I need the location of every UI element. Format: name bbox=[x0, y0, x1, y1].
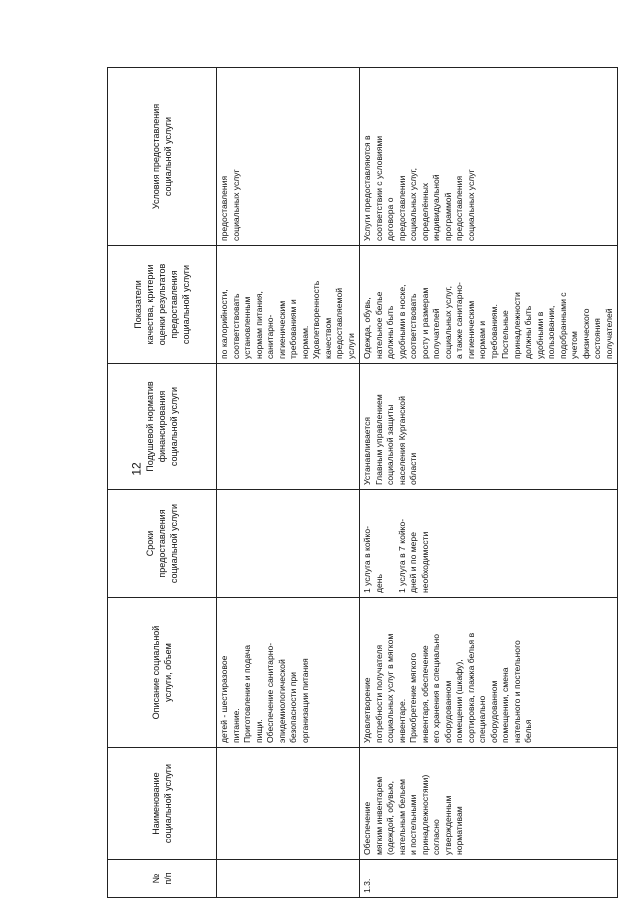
cell-terms bbox=[217, 490, 360, 598]
cell-conditions: предоставления социальных услуг bbox=[217, 68, 360, 246]
table-header-row bbox=[108, 68, 217, 898]
header-terms: Сроки предоставления социальной услуги bbox=[108, 490, 217, 598]
cell-quality: Одежда, обувь, нательное белье должны быть удобными в носке, соответствовать росту и размерам получателей социальных услуг, а также санитарно- гигиеническим нормам и требованиям. Постельные принадлежности должны быть удобными в пользовании, подобранными с учетом физического состояния получателей bbox=[360, 246, 618, 364]
cell-funding-norm bbox=[217, 364, 360, 490]
table-row bbox=[360, 68, 618, 898]
header-description: Описание социальной услуги, объем bbox=[108, 598, 217, 748]
header-funding-norm: Подушевой норматив финансирования социальной услуги bbox=[108, 364, 217, 490]
cell-funding-norm: Устанавливается Главным управлением социальной защиты населения Курганской области bbox=[360, 364, 618, 490]
table-row bbox=[217, 68, 360, 898]
cell-number: 1.3. bbox=[360, 860, 618, 898]
services-table-container bbox=[107, 68, 614, 898]
cell-terms: 1 услуга в койко- день 1 услуга в 7 койко- дней и по мере необходимости bbox=[360, 490, 618, 598]
cell-conditions: Услуги предоставляются в соответствии с условиями договора о предоставлении социальных услуг, определённых индивидуальной программой предоставления социальных услуг bbox=[360, 68, 618, 246]
header-quality: Показатели качества, критерии оценки результатов предоставления социальной услуги bbox=[108, 246, 217, 364]
cell-number bbox=[217, 860, 360, 898]
social-services-table bbox=[107, 67, 618, 898]
header-service-name: Наименование социальной услуги bbox=[108, 748, 217, 860]
cell-service-name: Обеспечение мягким инвентарем (одеждой, обувью, нательным бельем и постельными принадлежностями) согласно утвержденным нормативам bbox=[360, 748, 618, 860]
cell-description: Удовлетворение потребности получателя социальных услуг в мягком инвентаре. Приобретение мягкого инвентаря, обеспечение его хранения в специально оборудованном помещении (шкафу), сортировка, глажка белья в специально оборудованном помещении, смена нательного и постельного белья bbox=[360, 598, 618, 748]
page-number: 12 bbox=[129, 462, 144, 476]
header-number: № п/п bbox=[108, 860, 217, 898]
cell-service-name bbox=[217, 748, 360, 860]
cell-quality: по калорийности, соответствовать установленным нормам питания, санитарно- гигиеническим требованиям и нормам. Удовлетворенность качеством предоставляемой услуги bbox=[217, 246, 360, 364]
header-conditions: Условия предоставления социальной услуги bbox=[108, 68, 217, 246]
cell-description: детей - шестиразовое питание. Приготовление и подача пищи. Обеспечение санитарно- эпидемиологической безопасности при организации питания bbox=[217, 598, 360, 748]
